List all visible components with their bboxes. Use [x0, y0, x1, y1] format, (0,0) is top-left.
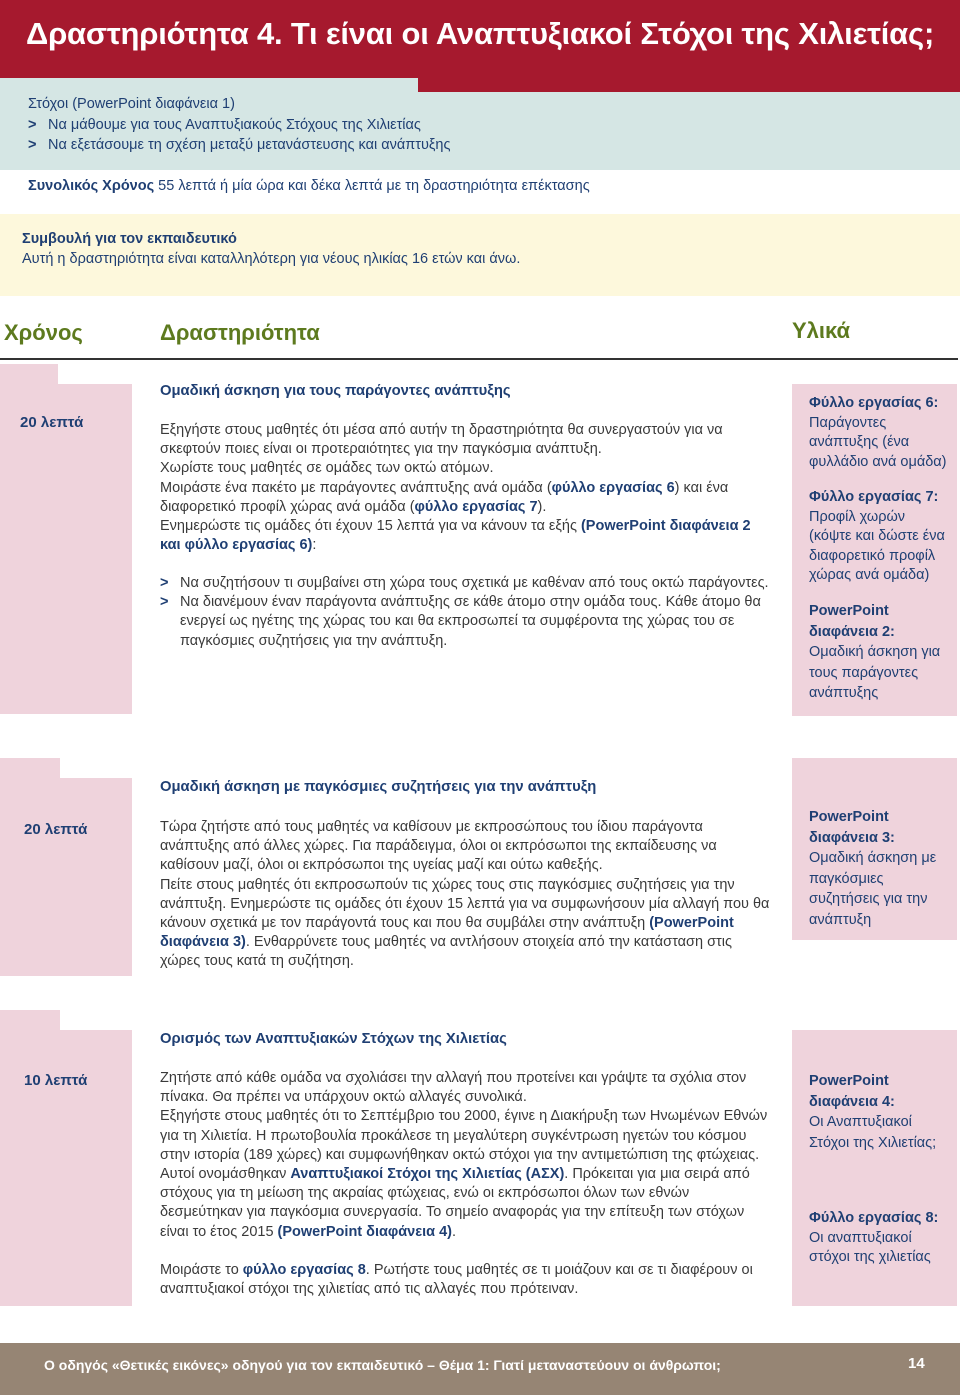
objective-text: Να εξετάσουμε τη σχέση μεταξύ μετανάστευσης και ανάπτυξης	[48, 137, 451, 153]
material-item	[809, 488, 951, 586]
time-label: 20 λεπτά	[20, 414, 84, 431]
time-box	[0, 384, 132, 714]
bullet-text: Να διανέμουν έναν παράγοντα ανάπτυξης σε κάθε άτομο στην ομάδα τους. Κάθε άτομο θα ενεργεί ως ηγέτης της χώρας του και θα εκπροσωπεί τα συμφέροντα της χώρας του σε παγκόσμιες συζητήσεις για την ανάπτυξη.	[180, 594, 761, 649]
material-body: Προφίλ χωρών (κόψτε και δώστε ένα διαφορετικό προφίλ χώρας ανά ομάδα)	[809, 508, 945, 583]
material-heading: Φύλλο εργασίας 6:	[809, 395, 939, 411]
bullet-text: Να συζητήσουν τι συμβαίνει στη χώρα τους σχετικά με καθέναν από τους οκτώ παράγοντες.	[180, 575, 769, 591]
text-run: . Πρόκειται για μια σειρά από στόχους για τη μείωση της ακραίας φτώχειας, ενώ οι εκπρόσωποι όλων των εθνών δεσμεύτηκαν για παγκόσμια συνεργασία. Το σημείο αναφοράς για την επίτευξη των στόχων είναι το έτος 2015	[160, 1166, 750, 1240]
column-header-divider	[0, 358, 958, 360]
objective-text: Να μάθουμε για τους Αναπτυξιακούς Στόχους της Χιλιετίας	[48, 117, 421, 133]
paragraph-spacer	[160, 1242, 775, 1261]
bullet-item	[160, 593, 775, 651]
activity-paragraph	[160, 1107, 775, 1241]
text-run: :	[312, 537, 317, 554]
text-run: ) και ένα διαφορετικό προφίλ χώρας ανά ομάδα (	[160, 479, 729, 515]
time-box-tab	[0, 364, 58, 384]
activity-paragraph: Τώρα ζητήστε από τους μαθητές να καθίσουν με εκπροσώπους του ίδιου παράγοντα ανάπτυξης από άλλες χώρες. Για παράδειγμα, όλοι οι εκπρόσωποι της εκπαίδευσης να καθίσουν μαζί, όλοι οι εκπρόσωποι της υγείας μαζί και ούτω καθεξής.	[160, 819, 717, 874]
mdg-term: Αναπτυξιακοί Στόχοι της Χιλιετίας (ΑΣΧ)	[290, 1166, 565, 1183]
material-item	[809, 1209, 949, 1268]
material-item	[809, 807, 944, 930]
bullet-arrow-icon: >	[160, 594, 169, 611]
time-label: 10 λεπτά	[24, 1072, 88, 1089]
activity-title: Ομαδική άσκηση για τους παράγοντες ανάπτυξης	[160, 383, 511, 399]
time-box-tab	[0, 758, 60, 778]
material-heading: Φύλλο εργασίας 7:	[809, 489, 939, 505]
activity-paragraph: Εξηγήστε στους μαθητές ότι μέσα από αυτήν τη δραστηριότητα θα συνεργαστούν για να σκεφτούν ποιες είναι οι προτεραιότητες για την παγκόσμια ανάπτυξη.	[160, 422, 723, 458]
material-heading: PowerPoint διαφάνεια 3:	[809, 809, 895, 846]
material-item	[809, 394, 957, 472]
title-banner-tab	[418, 78, 960, 92]
bullet-arrow-icon: >	[28, 137, 37, 153]
material-item	[809, 1071, 944, 1153]
text-run: . Ενθαρρύνετε τους μαθητές να αντλήσουν στοιχεία από την κατάσταση στις χώρες τους κατά τη συζήτηση.	[160, 934, 732, 970]
activity-text	[160, 818, 775, 972]
activity-title: Ομαδική άσκηση με παγκόσμιες συζητήσεις για την ανάπτυξη	[160, 779, 597, 795]
text-run: Εξηγήστε στους μαθητές ότι το Σεπτέμβριο του 2000, έγινε η Διακήρυξη των Ηνωμένων Εθνών για τη Χιλιετία. Η πρωτοβουλία προκάλεσε τη μεγαλύτερη συγκέντρωση ηγετών του κόσμου στην ιστορία (189 χώρες) και συμφωνήθηκαν οκτώ στόχοι για την αντιμετώπιση της φτώχειας. Αυτοί ονομάσθηκαν	[160, 1108, 768, 1183]
time-box	[0, 778, 132, 976]
material-body: Ομαδική άσκηση με παγκόσμιες συζητήσεις για την ανάπτυξη	[809, 850, 937, 928]
column-header-activity: Δραστηριότητα	[160, 320, 320, 345]
worksheet-reference: φύλλο εργασίας 8	[242, 1261, 366, 1278]
material-heading: PowerPoint διαφάνεια 4:	[809, 1073, 895, 1110]
activity-paragraph	[160, 1261, 775, 1299]
text-run: Ενημερώστε τις ομάδες ότι έχουν 15 λεπτά για να κάνουν τα εξής	[160, 518, 581, 535]
footer-text: Ο οδηγός «Θετικές εικόνες» οδηγού για τον εκπαιδευτικό – Θέμα 1: Γιατί μεταναστεύουν οι άνθρωποι;	[44, 1357, 721, 1373]
time-label: 20 λεπτά	[24, 821, 88, 838]
total-time-label: Συνολικός Χρόνος	[28, 178, 155, 194]
activity-paragraph: Χωρίστε τους μαθητές σε ομάδες των οκτώ ατόμων.	[160, 460, 494, 477]
activity-paragraph	[160, 479, 775, 517]
bullet-arrow-icon: >	[28, 117, 37, 133]
material-body: Οι αναπτυξιακοί στόχοι της χιλιετίας	[809, 1229, 931, 1265]
material-heading: Φύλλο εργασίας 8:	[809, 1210, 939, 1226]
activity-paragraph	[160, 517, 775, 555]
text-run: ).	[537, 498, 547, 515]
activity-text	[160, 421, 775, 555]
activity-title: Ορισμός των Αναπτυξιακών Στόχων της Χιλιετίας	[160, 1031, 507, 1047]
total-time-text: 55 λεπτά ή μία ώρα και δέκα λεπτά με τη δραστηριότητα επέκτασης	[154, 178, 590, 194]
text-run: .	[452, 1223, 457, 1240]
objectives-heading: Στόχοι (PowerPoint διαφάνεια 1)	[28, 96, 235, 112]
text-run: Μοιράστε το	[160, 1261, 243, 1278]
slide-reference: (PowerPoint διαφάνεια 2 και φύλλο εργασίας 6)	[160, 518, 751, 554]
worksheet-reference: φύλλο εργασίας 7	[414, 498, 538, 515]
time-box-tab	[0, 1010, 60, 1030]
total-time	[28, 178, 590, 194]
tip-text: Αυτή η δραστηριότητα είναι καταλληλότερη για νέους ηλικίας 16 ετών και άνω.	[22, 251, 521, 267]
page-title: Δραστηριότητα 4. Τι είναι οι Αναπτυξιακοί Στόχοι της Χιλιετίας;	[26, 16, 935, 51]
slide-reference: (PowerPoint διαφάνεια 3)	[160, 915, 734, 951]
material-body: Παράγοντες ανάπτυξης (ένα φυλλάδιο ανά ομάδα)	[809, 414, 947, 470]
activity-paragraph	[160, 876, 775, 972]
text-run: . Ρωτήστε τους μαθητές σε τι μοιάζουν και σε τι διαφέρουν οι αναπτυξιακοί στόχοι της χιλιετίας από τις αλλαγές που πρότειναν.	[160, 1261, 753, 1298]
objectives-box-tab	[0, 78, 418, 92]
objective-item	[28, 117, 421, 133]
bullet-arrow-icon: >	[160, 575, 169, 591]
activity-text	[160, 1069, 775, 1299]
page-number: 14	[908, 1355, 925, 1372]
column-header-time: Χρόνος	[4, 320, 83, 345]
tip-heading: Συμβουλή για τον εκπαιδευτικό	[22, 231, 237, 247]
activity-paragraph: Ζητήστε από κάθε ομάδα να σχολιάσει την αλλαγή που προτείνει και γράψτε τα σχόλια στον πίνακα. Θα πρέπει να υπάρχουν οκτώ αλλαγές συνολικά.	[160, 1070, 747, 1106]
bullet-item	[160, 574, 775, 593]
worksheet-reference: φύλλο εργασίας 6	[551, 479, 675, 496]
text-run: Πείτε στους μαθητές ότι εκπροσωπούν τις χώρες τους στις παγκόσμιες συζητήσεις για την ανάπτυξη. Ενημερώστε τις ομάδες ότι έχουν 15 λεπτά για να συμφωνήσουν μία αλλαγή που θα κάνουν σχετικά με τον παράγοντά τους και που θα συμβάλει στην ανάπτυξη	[160, 876, 770, 932]
material-item	[809, 601, 944, 704]
objective-item	[28, 137, 450, 153]
material-body: Οι Αναπτυξιακοί Στόχοι της Χιλιετίας;	[809, 1114, 937, 1151]
activity-bullets	[160, 574, 775, 651]
material-heading: PowerPoint διαφάνεια 2:	[809, 603, 895, 640]
column-header-materials: Υλικά	[792, 318, 851, 343]
material-body: Ομαδική άσκηση για τους παράγοντες ανάπτυξης	[809, 644, 941, 701]
slide-reference: (PowerPoint διαφάνεια 4)	[277, 1223, 452, 1240]
text-run: Μοιράστε ένα πακέτο με παράγοντες ανάπτυξης ανά ομάδα (	[160, 479, 552, 496]
